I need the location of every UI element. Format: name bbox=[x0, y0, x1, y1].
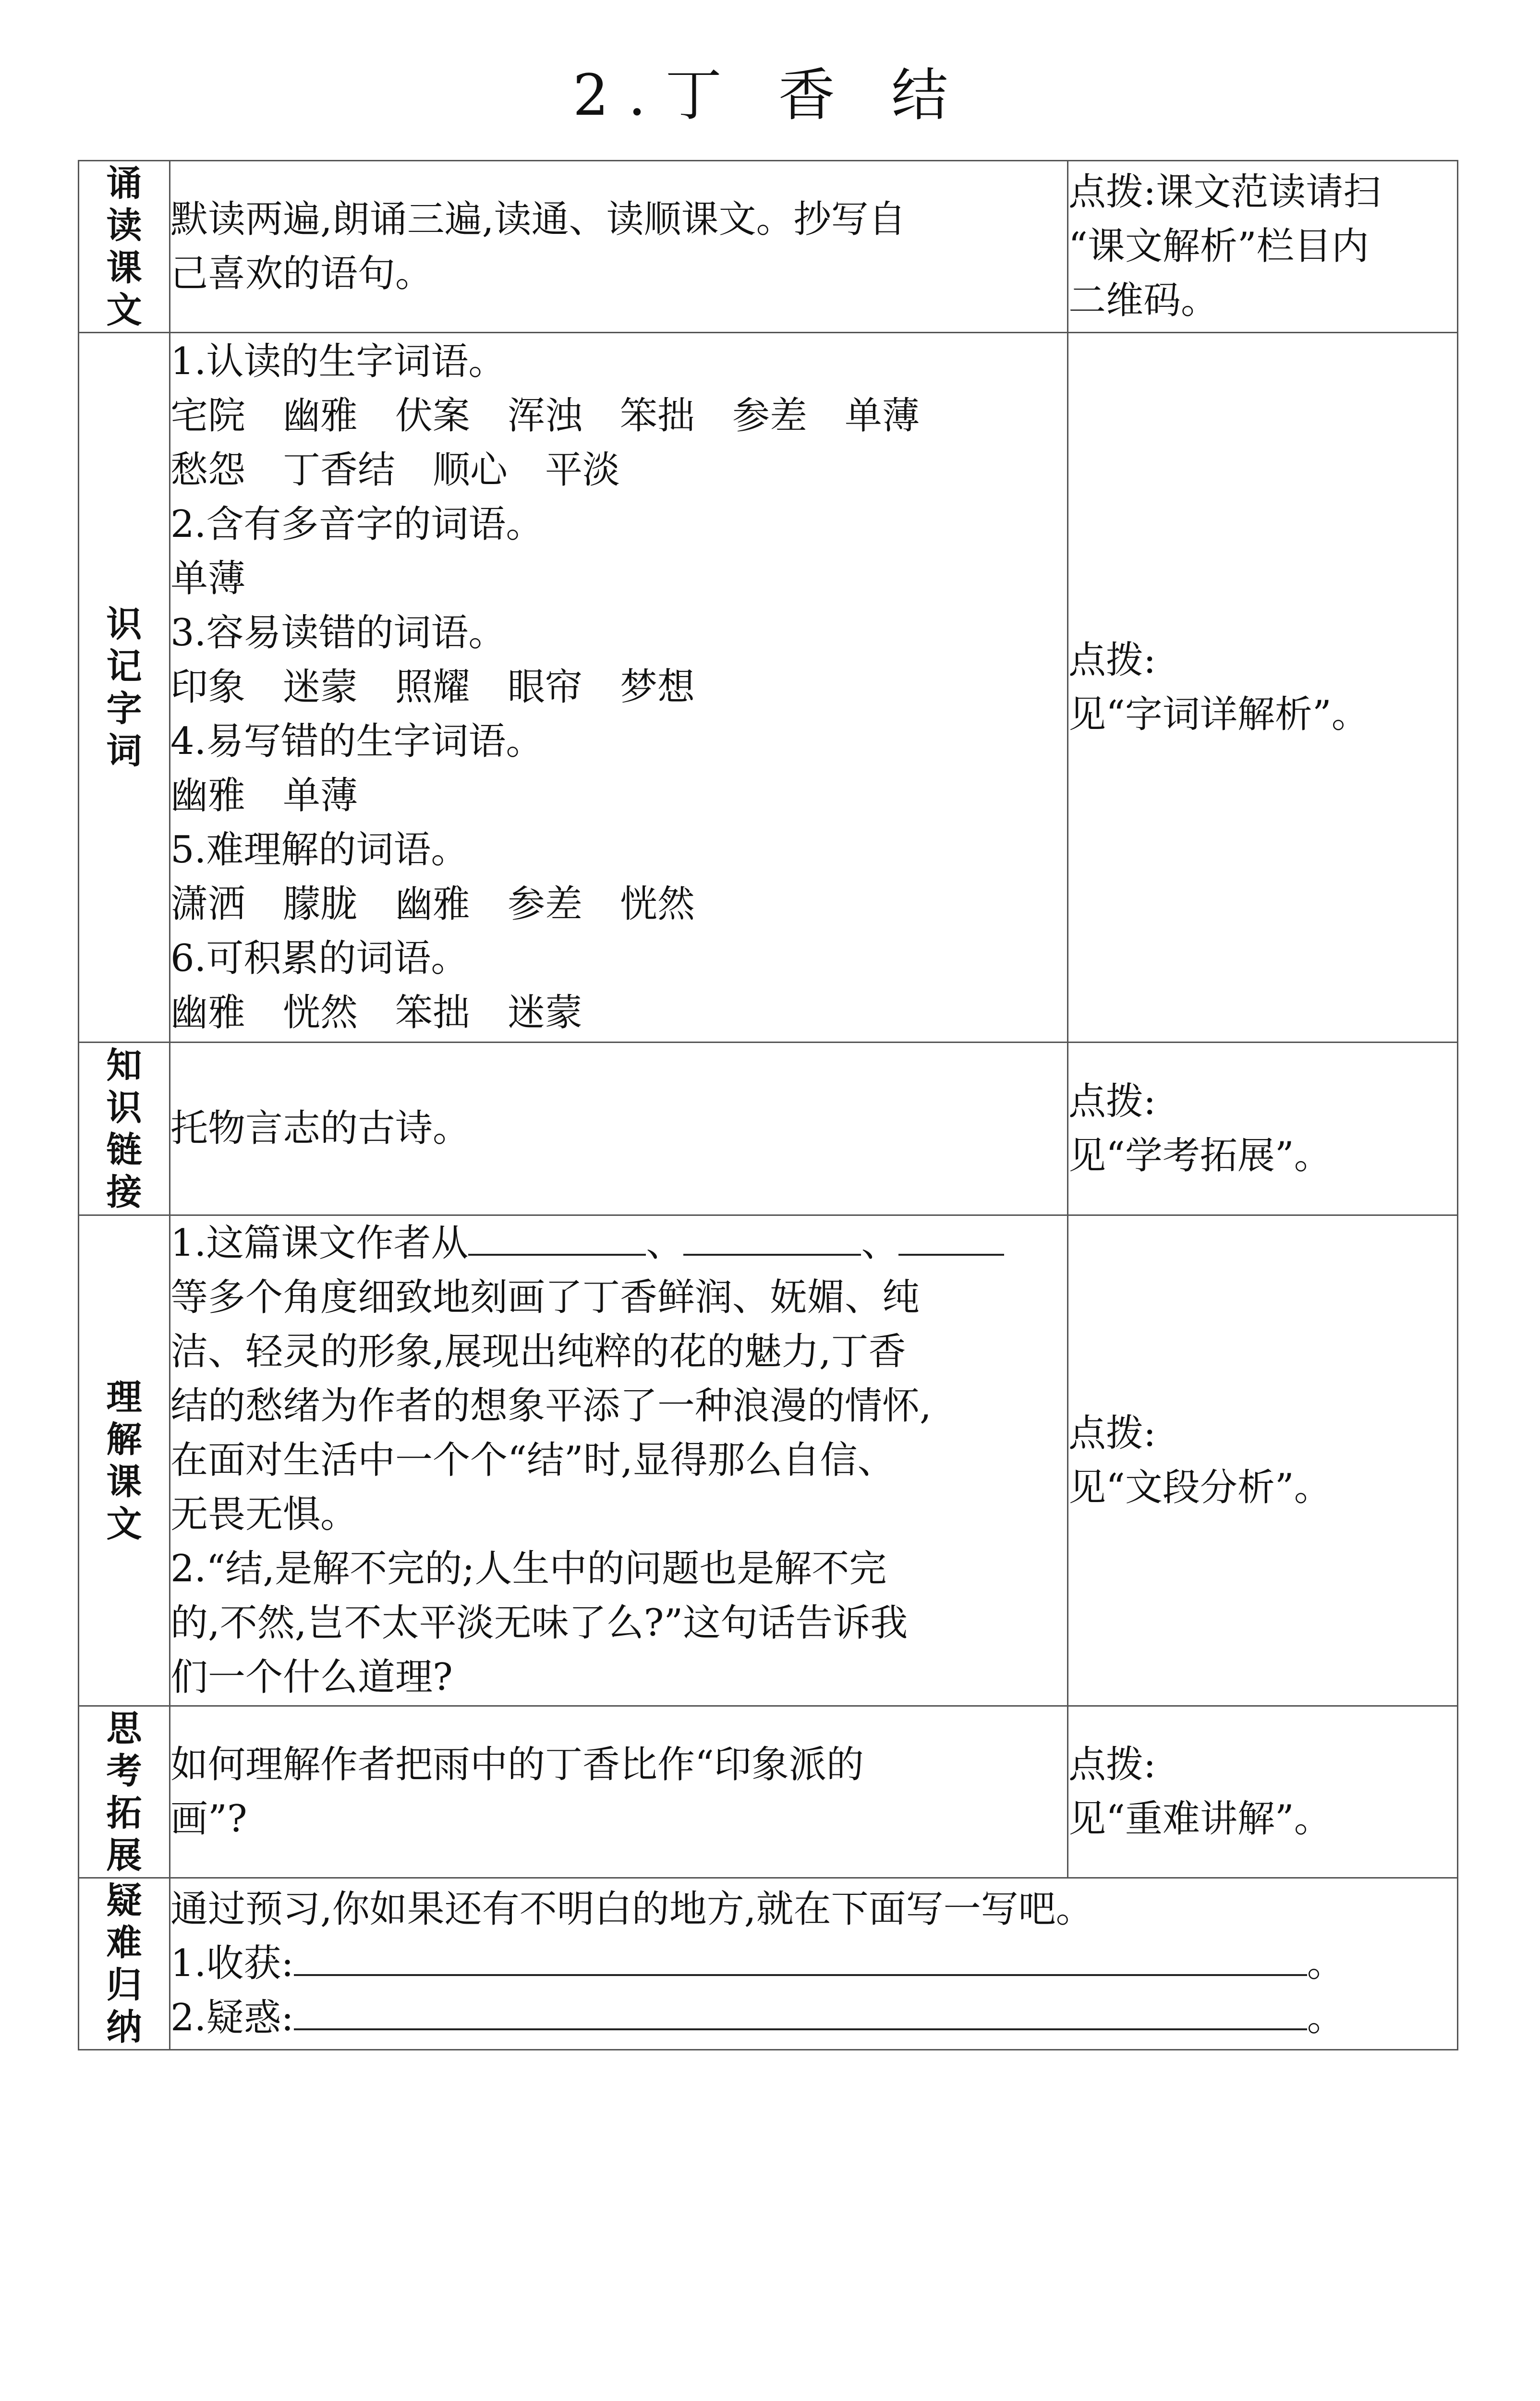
harvest-line: 1.收获: 。 bbox=[170, 1937, 1457, 1991]
row-header: 疑 难 归 纳 bbox=[79, 1878, 170, 2050]
answer-blank-2[interactable] bbox=[683, 1220, 861, 1256]
answer-blank-3[interactable] bbox=[898, 1220, 1004, 1256]
row-header: 诵 读 课 文 bbox=[79, 161, 170, 333]
row-content: 通过预习,你如果还有不明白的地方,就在下面写一写吧。 1.收获: 。 2.疑惑: 。 bbox=[170, 1878, 1458, 2050]
row-tip: 点拨:课文范读请扫 “课文解析”栏目内 二维码。 bbox=[1068, 161, 1458, 333]
row-header: 理 解 课 文 bbox=[79, 1215, 170, 1706]
preview-table bbox=[78, 160, 1458, 2050]
harvest-blank[interactable] bbox=[294, 1940, 1307, 1976]
row-knowledge-link bbox=[79, 1043, 1458, 1215]
row-tip: 点拨: 见“学考拓展”。 bbox=[1068, 1043, 1458, 1215]
fill-blank-line: 1.这篇课文作者从 、 、 bbox=[170, 1216, 1067, 1271]
row-content: 默读两遍,朗诵三遍,读通、读顺课文。抄写自 己喜欢的语句。 bbox=[170, 161, 1068, 333]
row-summarize-doubts bbox=[79, 1878, 1458, 2050]
row-content: 1.这篇课文作者从 、 、 等多个角度细致地刻画了丁香鲜润、妩媚、纯 洁、轻灵的形象,展现出纯粹的花的魅力,丁香 结的愁绪为作者的想象平添了一种浪漫的情怀, 在面对生活中一个个“结”时,显得那么自信、 无畏无惧。 2.“结,是解不完的;人生中的问题也是解不完 的,不然,岂不太平淡无味了么?”这句话告诉我 们一个什么道理? bbox=[170, 1215, 1068, 1706]
row-content: 托物言志的古诗。 bbox=[170, 1043, 1068, 1215]
row-content: 1.认读的生字词语。 宅院 幽雅 伏案 浑浊 笨拙 参差 单薄 愁怨 丁香结 顺心 平淡 2.含有多音字的词语。 单薄 3.容易读错的词语。 印象 迷蒙 照耀 眼帘 梦想 4.易写错的生字词语。 幽雅 单薄 5.难理解的词语。 潇洒 朦胧 幽雅 参差 恍然 6.可积累的词语。 幽雅 恍然 笨拙 迷蒙 bbox=[170, 333, 1068, 1043]
row-header: 知 识 链 接 bbox=[79, 1043, 170, 1215]
row-tip: 点拨: 见“文段分析”。 bbox=[1068, 1215, 1458, 1706]
row-recite-text bbox=[79, 161, 1458, 333]
row-understand-text bbox=[79, 1215, 1458, 1706]
row-header: 识 记 字 词 bbox=[79, 333, 170, 1043]
doubt-blank[interactable] bbox=[294, 1995, 1307, 2030]
row-content: 如何理解作者把雨中的丁香比作“印象派的 画”? bbox=[170, 1706, 1068, 1878]
page-title: 2.丁 香 结 bbox=[572, 62, 968, 128]
doubt-line: 2.疑惑: 。 bbox=[170, 1991, 1457, 2045]
answer-blank-1[interactable] bbox=[468, 1220, 646, 1256]
row-learn-words bbox=[79, 333, 1458, 1043]
row-think-expand bbox=[79, 1706, 1458, 1878]
row-tip: 点拨: 见“重难讲解”。 bbox=[1068, 1706, 1458, 1878]
row-tip: 点拨: 见“字词详解析”。 bbox=[1068, 333, 1458, 1043]
row-header: 思 考 拓 展 bbox=[79, 1706, 170, 1878]
